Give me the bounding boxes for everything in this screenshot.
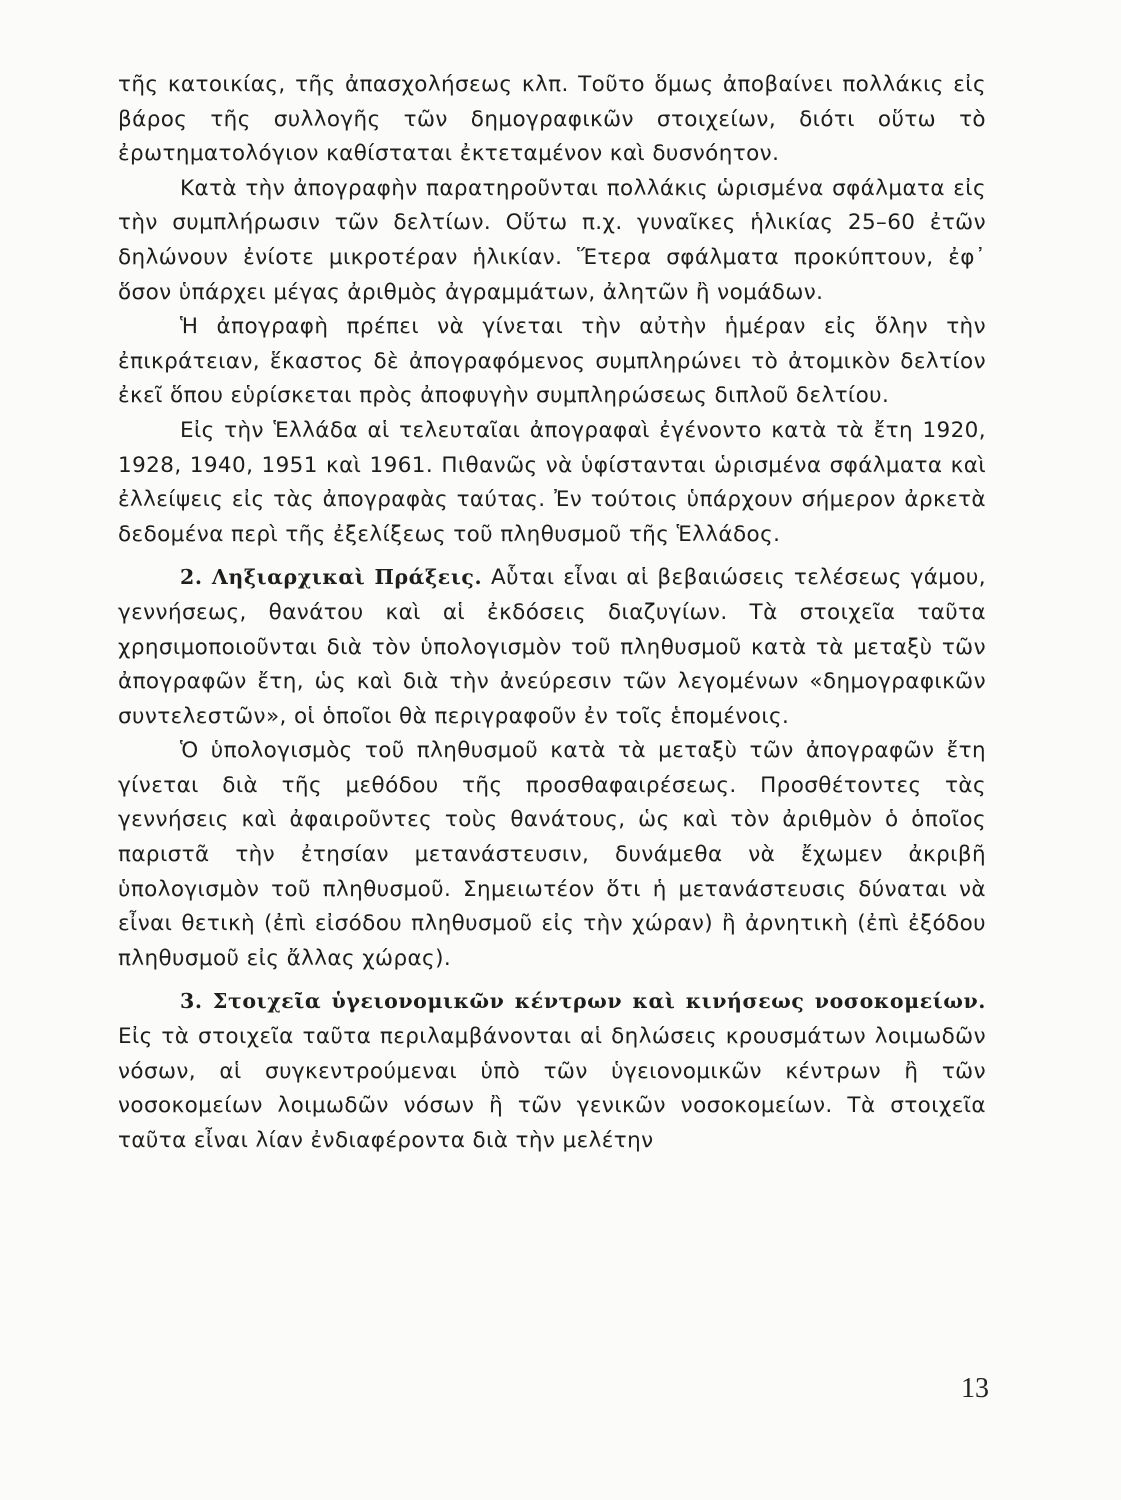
paragraph-census-errors: Κατὰ τὴν ἀπογραφὴν παρατηροῦνται πολλάκις ὡρισμένα σφάλματα εἰς τὴν συμπλήρωσιν τῶν δελτίων. Οὕτω π.χ. γυναῖκες ἡλικίας 25–60 ἐτῶν δηλώνουν ἐνίοτε μικροτέραν ἡλικίαν. Ἕτερα σφάλματα προκύπτουν, ἐφ᾽ ὅσον ὑπάρχει μέγας ἀριθμὸς ἀγραμμάτων, ἀλητῶν ἢ νομάδων. (118, 175, 986, 305)
paragraph-continuation: τῆς κατοικίας, τῆς ἀπασχολήσεως κλπ. Τοῦτο ὅμως ἀποβαίνει πολλάκις εἰς βάρος τῆς συλλογῆς τῶν δημογραφικῶν στοιχείων, διότι οὕτω τὸ ἐρωτηματολόγιον καθίσταται ἐκτεταμένον καὶ δυσνόητον. (118, 72, 986, 167)
paragraph-greek-censuses: Εἰς τὴν Ἑλλάδα αἱ τελευταῖαι ἀπογραφαὶ ἐγένοντο κατὰ τὰ ἔτη 1920, 1928, 1940, 1951 καὶ 1961. Πιθανῶς νὰ ὑφίστανται ὡρισμένα σφάλματα καὶ ἐλλείψεις εἰς τὰς ἀπογραφὰς ταύτας. Ἐν τούτοις ὑπάρχουν σήμερον ἀρκετὰ δεδομένα περὶ τῆς ἐξελίξεως τοῦ πληθυσμοῦ τῆς Ἑλλάδος. (118, 417, 986, 547)
section-3 (118, 984, 986, 1158)
section-2 (118, 560, 986, 734)
section-2-heading: 2. Ληξιαρχικαὶ Πράξεις. (180, 565, 483, 590)
section-2-text: Αὗται εἶναι αἱ βεβαιώσεις τελέσεως γάμου, γεννήσεως, θανάτου καὶ αἱ ἐκδόσεις διαζυγίων. Τὰ στοιχεῖα ταῦτα χρησιμοποιοῦνται διὰ τὸν ὑπολογισμὸν τοῦ πληθυσμοῦ κατὰ τὰ μεταξὺ τῶν ἀπογραφῶν ἔτη, ὡς καὶ διὰ τὴν ἀνεύρεσιν τῶν λεγομένων «δημογραφικῶν συντελεστῶν», οἱ ὁποῖοι θὰ περιγραφοῦν ἐν τοῖς ἑπομένοις. (118, 565, 987, 729)
paragraph-population-calculation: Ὁ ὑπολογισμὸς τοῦ πληθυσμοῦ κατὰ τὰ μεταξὺ τῶν ἀπογραφῶν ἔτη γίνεται διὰ τῆς μεθόδου τῆς προσθαφαιρέσεως. Προσθέτοντες τὰς γεννήσεις καὶ ἀφαιροῦντες τοὺς θανάτους, ὡς καὶ τὸν ἀριθμὸν ὁ ὁποῖος παριστᾶ τὴν ἐτησίαν μετανάστευσιν, δυνάμεθα νὰ ἔχωμεν ἀκριβῆ ὑπολογισμὸν τοῦ πληθυσμοῦ. Σημειωτέον ὅτι ἡ μετανάστευσις δύναται νὰ εἶναι θετικὴ (ἐπὶ εἰσόδου πληθυσμοῦ εἰς τὴν χώραν) ἢ ἀρνητικὴ (ἐπὶ ἐξόδου πληθυσμοῦ εἰς ἄλλας χώρας). (118, 738, 986, 971)
paragraph-census-day: Ἡ ἀπογραφὴ πρέπει νὰ γίνεται τὴν αὐτὴν ἡμέραν εἰς ὅλην τὴν ἐπικράτειαν, ἕκαστος δὲ ἀπογραφόμενος συμπληρώνει τὸ ἀτομικὸν δελτίον ἐκεῖ ὅπου εὑρίσκεται πρὸς ἀποφυγὴν συμπληρώσεως διπλοῦ δελτίου. (118, 314, 986, 409)
section-3-text: Εἰς τὰ στοιχεῖα ταῦτα περιλαμβάνονται αἱ δηλώσεις κρουσμάτων λοιμωδῶν νόσων, αἱ συγκεντρούμεναι ὑπὸ τῶν ὑγειονομικῶν κέντρων ἢ τῶν νοσοκομείων λοιμωδῶν νόσων ἢ τῶν γενικῶν νοσοκομείων. Τὰ στοιχεῖα ταῦτα εἶναι λίαν ἐνδιαφέροντα διὰ τὴν μελέτην (118, 1024, 986, 1153)
section-3-heading: 3. Στοιχεῖα ὑγειονομικῶν κέντρων καὶ κινήσεως νοσοκομείων. (180, 989, 986, 1014)
page-body (118, 68, 986, 1158)
page-number: 13 (961, 1373, 989, 1404)
